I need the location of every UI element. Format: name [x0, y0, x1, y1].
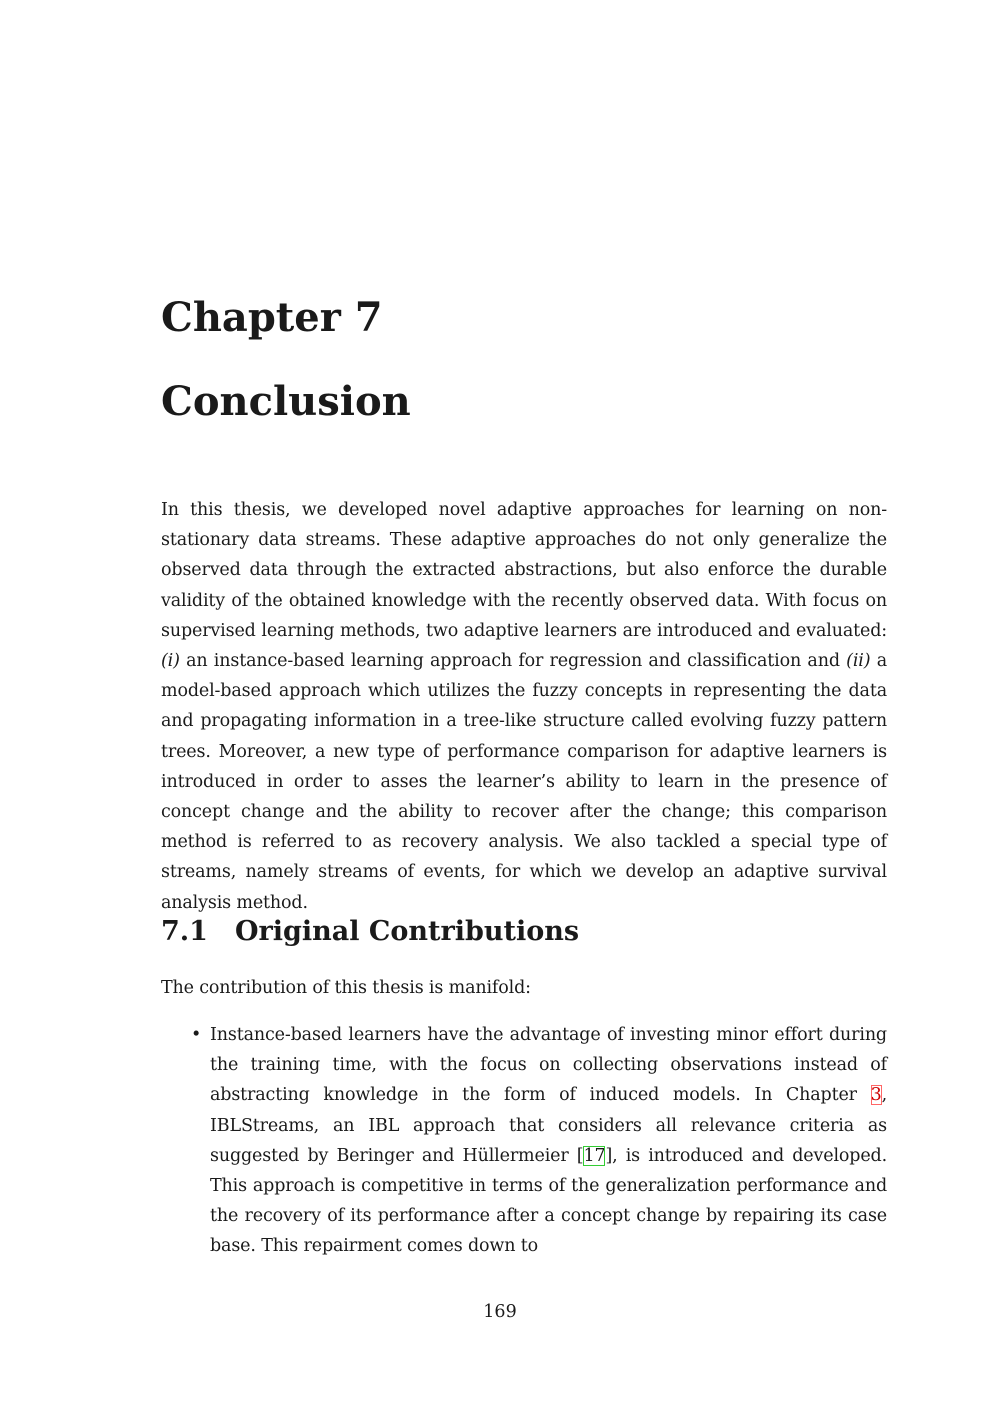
intro-paragraph [161, 495, 887, 918]
section-number: 7.1 [161, 916, 208, 947]
chapter-reference-link[interactable]: 3 [870, 1085, 882, 1106]
bullet-text-part1: Instance-based learners have the advantage of investing minor effort during the training time, with the focus on collecting observations instead of abstracting knowledge in the form of induced models. In Chapter [210, 1025, 887, 1106]
intro-text-part2: an instance-based learning approach for regression and classification and [179, 651, 847, 672]
bullet-icon: • [191, 1025, 202, 1045]
intro-text [161, 495, 887, 918]
bullet-text-part2: , IBLStreams, an IBL approach that considers all relevance criteria as suggested by Beringer and Hüllermeier [ [210, 1085, 887, 1166]
bullet-text-part3: ], is introduced and developed. This approach is competitive in terms of the generalization performance and the recovery of its performance after a concept change by repairing its case base. This repairment comes down to [210, 1145, 888, 1257]
chapter-label: Chapter 7 [161, 294, 383, 341]
page-number: 169 [483, 1302, 517, 1322]
intro-marker-ii: (ii) [846, 651, 871, 672]
list-item [161, 1020, 887, 1262]
section-title: Original Contributions [235, 916, 580, 947]
section-heading [161, 918, 579, 945]
section-intro: The contribution of this thesis is manifold: [161, 978, 531, 998]
contribution-list [161, 1020, 887, 1262]
intro-text-part3: a model-based approach which utilizes the fuzzy concepts in representing the data and propagating information in a tree-like structure called evolving fuzzy pattern trees. Moreover, a new type of performance comparison for adaptive learners is introduced in order to asses the learner’s ability to learn in the presence of concept change and the ability to recover after the change; this comparison method is referred to as recovery analysis. We also tackled a special type of streams, namely streams of events, for which we develop an adaptive survival analysis method. [161, 651, 887, 913]
intro-marker-i: (i) [161, 651, 180, 672]
intro-text-part1: In this thesis, we developed novel adaptive approaches for learning on non-stationary data streams. These adaptive approaches do not only generalize the observed data through the extracted abstractions, but also enforce the durable validity of the obtained knowledge with the recently observed data. With focus on supervised learning methods, two adaptive learners are introduced and evaluated: [161, 500, 887, 641]
citation-link[interactable]: 17 [583, 1145, 606, 1166]
chapter-title: Conclusion [161, 378, 411, 425]
